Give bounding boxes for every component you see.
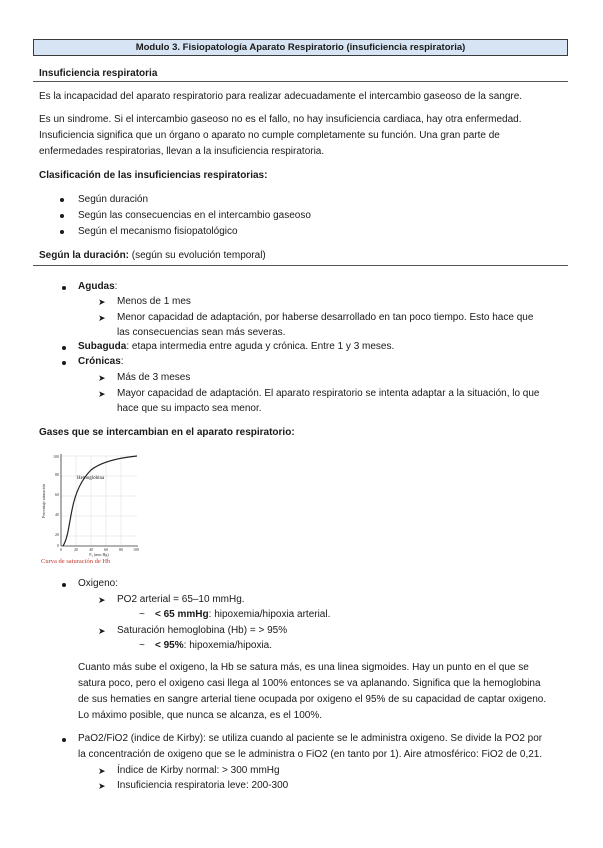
kirby-sub-1: Índice de Kirby normal: > 300 mmHg — [117, 765, 280, 776]
page-title: Modulo 3. Fisiopatología Aparato Respiratorio (insuficiencia respiratoria) — [33, 39, 568, 56]
bullet-icon — [62, 583, 66, 587]
saturacion-low-bold: < 95% — [155, 640, 184, 651]
subaguda-rest: : etapa intermedia entre aguda y crónica. Entre 1 y 3 meses. — [126, 341, 395, 352]
x-tick-label: 20 — [74, 547, 78, 552]
agudas-item — [78, 279, 117, 295]
pao2-item: PO2 arterial = 65–10 mmHg. — [117, 594, 245, 605]
agudas-sub-2-line-1: Menor capacidad de adaptación, por haberse desarrollado en tan poco tiempo. Esto hace que — [117, 312, 534, 323]
paragraph-sindrome-line-1: Es un sindrome. Si el intercambio gaseoso no es el fallo, no hay insuficiencia cardiaca, hay otra enfermedad. — [39, 114, 522, 125]
bullet-icon — [62, 361, 66, 365]
arrow-icon: ➤ — [98, 595, 106, 605]
arrow-icon: ➤ — [98, 297, 106, 307]
pao2-low-bold: < 65 mmHg — [155, 609, 209, 620]
y-tick-label: 20 — [55, 532, 59, 537]
cronicas-label: Crónicas — [78, 356, 121, 367]
clasificacion-heading: Clasificación de las insuficiencias respiratorias: — [39, 170, 268, 181]
duracion-heading-bold: Según la duración: — [39, 250, 130, 261]
saturacion-low-item — [155, 638, 272, 654]
cronicas-colon: : — [120, 356, 124, 367]
y-tick-label: 0 — [57, 543, 59, 548]
y-tick-label: 80 — [55, 472, 59, 477]
tilde-icon: ~ — [139, 609, 145, 620]
paragraph-sindrome-line-2: Insuficiencia significa que un órgano o aparato no cumple completamente su función. Una gran parte de — [39, 130, 500, 141]
x-tick-label: 60 — [104, 547, 108, 552]
kirby-line-2: la concentración de oxigeno que se le administra o FiO2 (en tanto por 1). Aire atmosférico: FiO2 de 0,21. — [78, 749, 543, 760]
hemoglobin-saturation-figure — [39, 446, 145, 564]
heading-rule — [33, 265, 568, 266]
y-tick-label: 100 — [53, 454, 59, 459]
kirby-sub-2: Insuficiencia respiratoria leve: 200-300 — [117, 780, 289, 791]
paragraph-definition: Es la incapacidad del aparato respiratorio para realizar adecuadamente el intercambio gaseoso de la sangre. — [39, 91, 523, 102]
y-tick-label: 60 — [55, 492, 59, 497]
arrow-icon: ➤ — [98, 313, 106, 323]
bullet-icon — [60, 230, 64, 234]
duracion-heading — [39, 248, 266, 264]
y-axis-label: Porcentaje saturación — [41, 483, 46, 519]
arrow-icon: ➤ — [98, 626, 106, 636]
arrow-icon: ➤ — [98, 373, 106, 383]
x-tick-label: 40 — [89, 547, 93, 552]
bullet-icon — [62, 346, 66, 350]
tilde-icon: ~ — [139, 640, 145, 651]
x-axis-label: P₂ (mm Hg) — [89, 552, 109, 557]
oxigeno-para-line-3: de sus hematies en sangre arterial tiene ocupada por oxigeno el 95% de su capacidad de captar oxigeno. — [78, 694, 547, 705]
oxigeno-para-line-4: Lo máximo posible, que nunca se alcanza, es el 100%. — [78, 710, 323, 721]
x-tick-label: 100 — [133, 547, 139, 552]
arrow-icon: ➤ — [98, 766, 106, 776]
oxigeno-label: Oxigeno: — [78, 578, 119, 589]
oxigeno-para-line-1: Cuanto más sube el oxigeno, la Hb se satura más, es una linea sigmoides. Hay un punto en el que se — [78, 662, 529, 673]
gases-heading: Gases que se intercambian en el aparato respiratorio: — [39, 427, 295, 438]
heading-rule — [33, 81, 568, 82]
agudas-sub-1: Menos de 1 mes — [117, 296, 191, 307]
cronicas-item — [78, 354, 124, 370]
saturacion-item: Saturación hemoglobina (Hb) = > 95% — [117, 625, 288, 636]
list-item: Según el mecanismo fisiopatológico — [78, 226, 238, 237]
saturacion-low-rest: : hipoxemia/hipoxia. — [183, 640, 273, 651]
pao2-low-item — [155, 607, 330, 623]
bullet-icon — [60, 198, 64, 202]
agudas-sub-2-line-2: las consecuencias sean más severas. — [117, 327, 286, 338]
bullet-icon — [62, 738, 66, 742]
oxigeno-para-line-2: satura poco, pero el oxigeno casi llega al 100% entonces se va aplanando. Significa que la hemoglobina — [78, 678, 541, 689]
arrow-icon: ➤ — [98, 781, 106, 791]
bullet-icon — [62, 286, 66, 290]
arrow-icon: ➤ — [98, 389, 106, 399]
x-tick-label: 0 — [60, 547, 62, 552]
list-item: Según duración — [78, 194, 149, 205]
kirby-line-1: PaO2/FiO2 (indice de Kirby): se utiliza cuando al paciente se le administra oxigeno. Se divide la PO2 por — [78, 733, 543, 744]
figure-caption: Curva de saturación de Hb — [41, 558, 111, 564]
x-tick-label: 80 — [119, 547, 123, 552]
section-heading-insuficiencia: Insuficiencia respiratoria — [39, 68, 158, 79]
subaguda-item — [78, 339, 394, 355]
agudas-label: Agudas — [78, 281, 115, 292]
y-tick-label: 40 — [55, 512, 59, 517]
list-item: Según las consecuencias en el intercambio gaseoso — [78, 210, 311, 221]
pao2-low-rest: : hipoxemia/hipoxia arterial. — [208, 609, 331, 620]
cronicas-sub-2-line-1: Mayor capacidad de adaptación. El aparato respiratorio se intenta adaptar a la situación, lo que — [117, 388, 540, 399]
curve-label: Hemoglobina — [77, 476, 105, 481]
subaguda-label: Subaguda — [78, 341, 127, 352]
duracion-heading-rest: (según su evolución temporal) — [129, 250, 266, 261]
bullet-icon — [60, 214, 64, 218]
cronicas-sub-2-line-2: hace que su impacto sea menor. — [117, 403, 262, 414]
agudas-colon: : — [114, 281, 118, 292]
paragraph-sindrome-line-3: enfermedades respiratorias, llevan a la insuficiencia respiratoria. — [39, 146, 325, 157]
cronicas-sub-1: Más de 3 meses — [117, 372, 191, 383]
